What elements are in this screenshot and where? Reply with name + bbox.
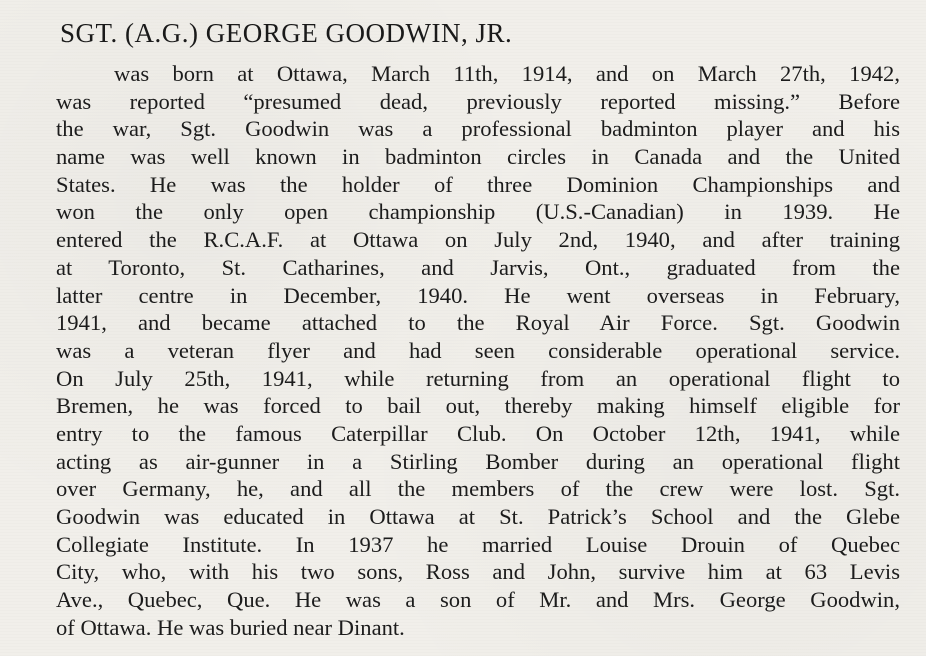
text-line: entered the R.C.A.F. at Ottawa on July 2nd, 1940, and after training <box>56 227 900 253</box>
biography-paragraph <box>56 60 900 641</box>
text-line: Ave., Quebec, Que. He was a son of Mr. and Mrs. George Goodwin, <box>56 587 900 613</box>
text-line: acting as air-gunner in a Stirling Bomber during an operational flight <box>56 448 900 474</box>
text-line: States. He was the holder of three Dominion Championships and <box>56 171 900 197</box>
text-line: at Toronto, St. Catharines, and Jarvis, Ont., graduated from the <box>56 254 900 280</box>
text-line: was born at Ottawa, March 11th, 1914, and on March 27th, 1942, <box>114 61 900 86</box>
text-line: was a veteran flyer and had seen considerable operational service. <box>56 337 900 363</box>
text-line: the war, Sgt. Goodwin was a professional badminton player and his <box>56 116 900 142</box>
page-title: SGT. (A.G.) GEORGE GOODWIN, JR. <box>60 18 513 48</box>
text-line: won the only open championship (U.S.-Canadian) in 1939. He <box>56 199 900 225</box>
text-line: Goodwin was educated in Ottawa at St. Patrick’s School and the Glebe <box>56 504 900 529</box>
text-line: Collegiate Institute. In 1937 he married Louise Drouin of Quebec <box>56 531 900 557</box>
text-line: entry to the famous Caterpillar Club. On October 12th, 1941, while <box>56 420 900 446</box>
text-line: latter centre in December, 1940. He went overseas in February, <box>56 282 900 308</box>
text-line: was reported “presumed dead, previously reported missing.” Before <box>56 88 900 114</box>
text-line: 1941, and became attached to the Royal Air Force. Sgt. Goodwin <box>56 310 900 336</box>
text-line: over Germany, he, and all the members of the crew were lost. Sgt. <box>56 476 900 502</box>
text-line: On July 25th, 1941, while returning from an operational flight to <box>56 365 900 391</box>
text-line: City, who, with his two sons, Ross and John, survive him at 63 Levis <box>56 559 900 585</box>
text-line: Bremen, he was forced to bail out, thereby making himself eligible for <box>56 393 900 419</box>
text-line: of Ottawa. He was buried near Dinant. <box>56 614 405 640</box>
text-line: name was well known in badminton circles in Canada and the United <box>56 144 900 170</box>
